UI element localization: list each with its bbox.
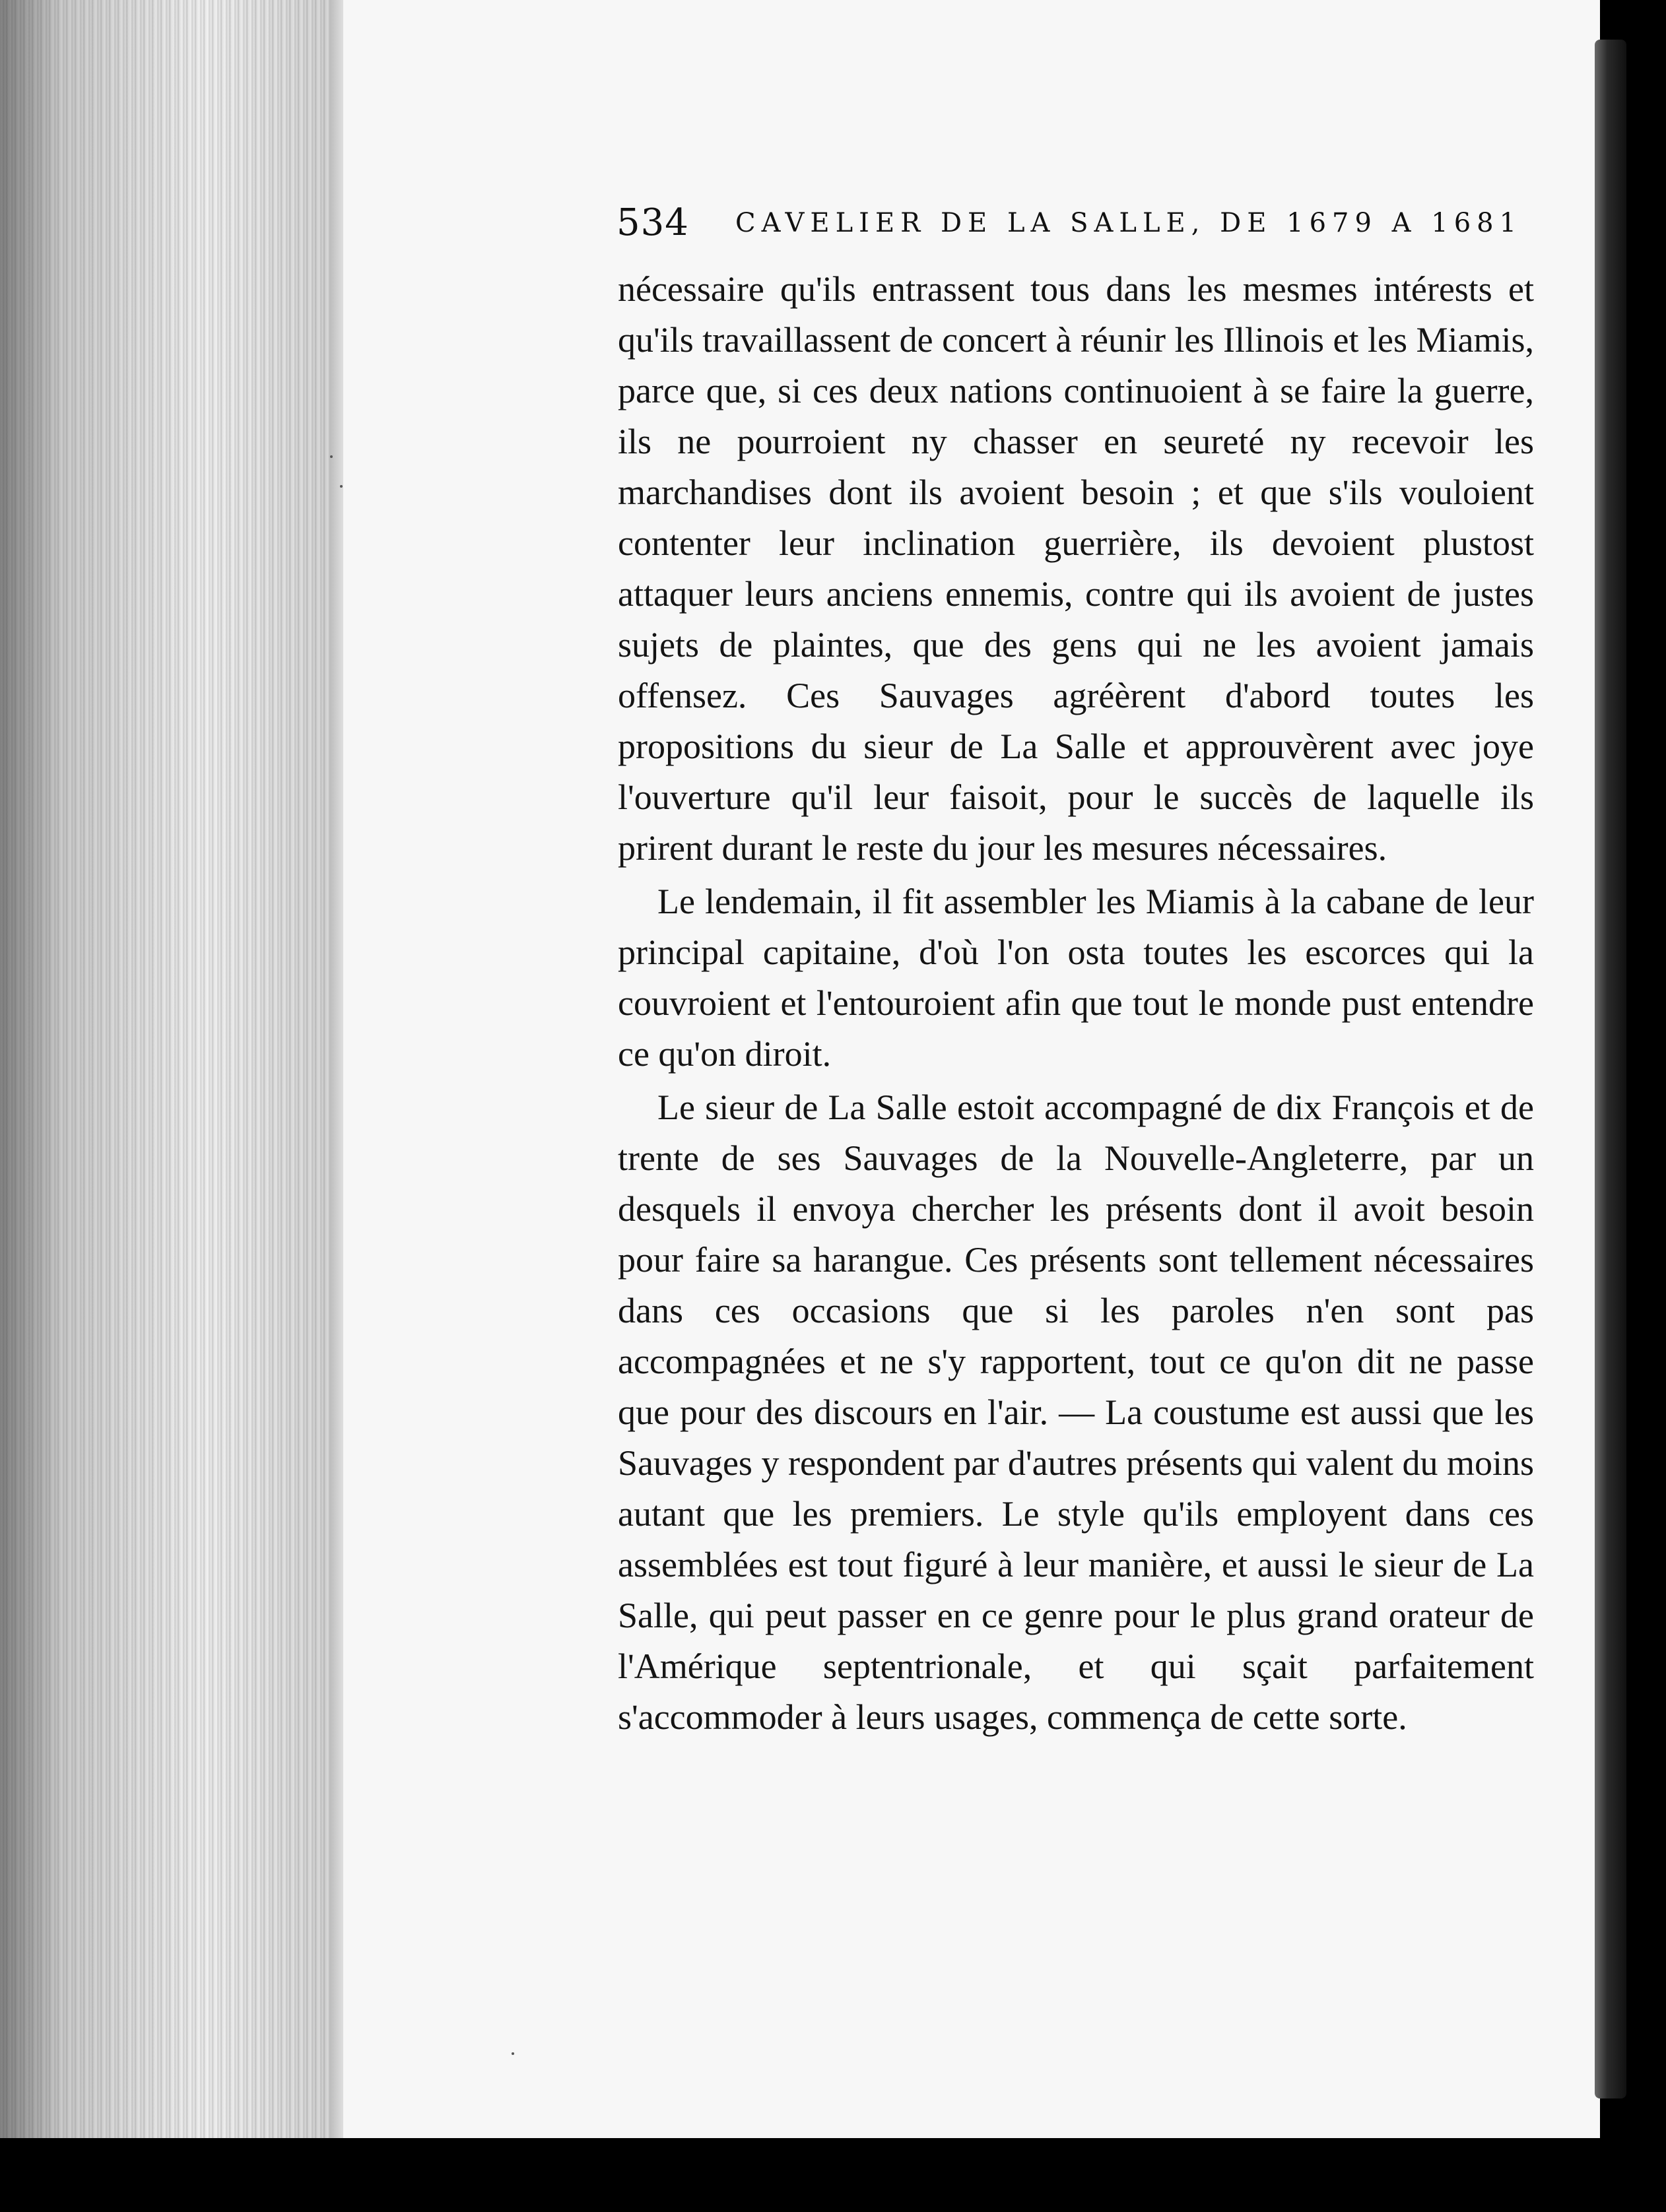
right-page-edge: [1595, 40, 1626, 2098]
running-header: [616, 201, 1541, 254]
stray-mark: [340, 485, 343, 488]
stray-mark: [330, 455, 333, 458]
body-text: [618, 264, 1534, 1745]
scanner-border-right: [1626, 0, 1666, 2212]
stray-mark: [512, 2052, 514, 2055]
book-edge-shadow: [0, 0, 343, 2212]
scanner-border-bottom: [0, 2138, 1666, 2212]
paragraph: Le sieur de La Salle estoit accompagné de dix François et de trente de ses Sauvages de la Nouvelle-Angleterre, par un desquels il envoya chercher les présents dont il avoit besoin pour faire sa harangue. Ces présents sont tellement nécessaires dans ces occasions que si les paroles n'en sont pas accompagnées et ne s'y rapportent, tout ce qu'on dit ne passe que pour des discours en l'air. — La coustume est aussi que les Sauvages y respondent par d'autres présents qui valent du moins autant que les premiers. Le style qu'ils employent dans ces assemblées est tout figuré à leur manière, et aussi le sieur de La Salle, qui peut passer en ce genre pour le plus grand orateur de l'Amérique septentrionale, et qui sçait parfaitement s'accommoder à leurs usages, commença de cette sorte.: [618, 1088, 1534, 1737]
running-title: CAVELIER DE LA SALLE, DE 1679 A 1681: [735, 208, 1523, 238]
paragraph: Le lendemain, il fit assembler les Miamis à la cabane de leur principal capitaine, d'où l'on osta toutes les escorces qui la couvroient et l'entouroient afin que tout le monde pust entendre ce qu'on diroit.: [618, 882, 1534, 1074]
paragraph: nécessaire qu'ils entrassent tous dans les mesmes intérests et qu'ils travaillassent de concert à réunir les Illinois et les Miamis, parce que, si ces deux nations continuoient à se faire la guerre, ils ne pourroient ny chasser en seureté ny recevoir les marchandises dont ils avoient besoin ; et que s'ils vouloient contenter leur inclination guerrière, ils devoient plustost attaquer leurs anciens ennemis, contre qui ils avoient de justes sujets de plaintes, que des gens qui ne les avoient jamais offensez. Ces Sauvages agréèrent d'abord toutes les propositions du sieur de La Salle et approuvèrent avec joye l'ouverture qu'il leur faisoit, pour le succès de laquelle ils prirent durant le reste du jour les mesures nécessaires.: [618, 269, 1534, 868]
page-number: 534: [616, 201, 689, 244]
